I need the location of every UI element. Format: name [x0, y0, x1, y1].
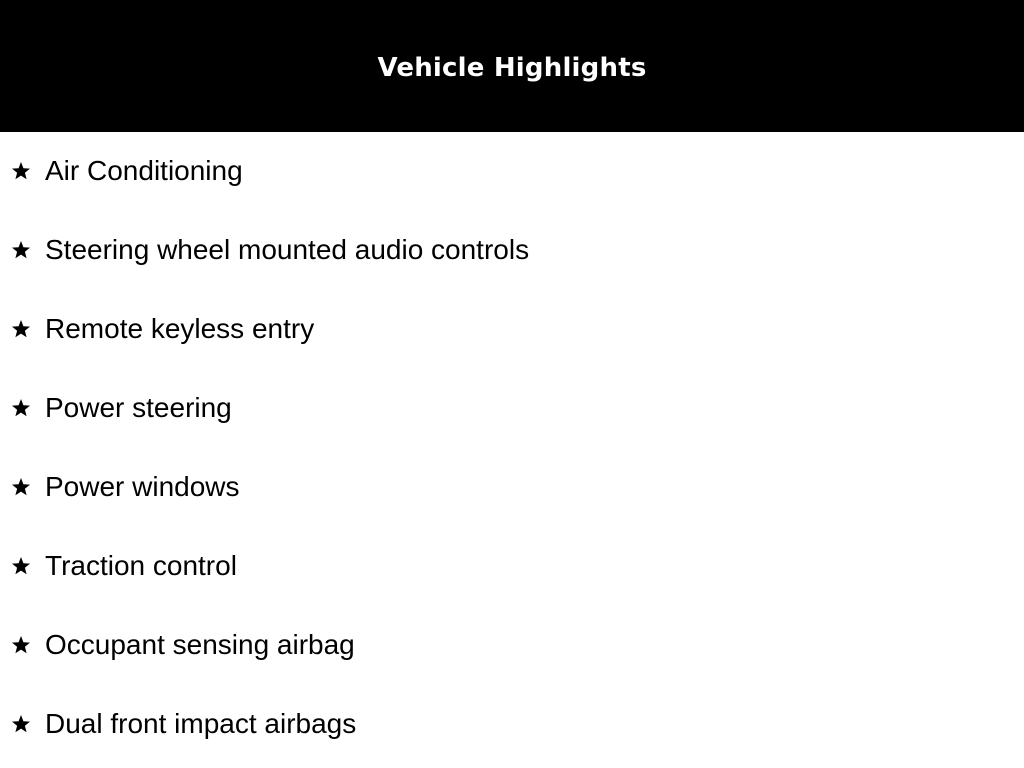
feature-label: Occupant sensing airbag	[45, 629, 355, 660]
page-title: Vehicle Highlights	[377, 53, 647, 83]
page-header	[0, 0, 1024, 132]
feature-label: Power steering	[45, 392, 232, 423]
star-icon	[11, 398, 31, 418]
feature-label: Air Conditioning	[45, 155, 243, 186]
star-icon	[11, 714, 31, 734]
feature-label: Power windows	[45, 471, 240, 502]
star-icon	[11, 556, 31, 576]
star-icon	[11, 319, 31, 339]
feature-label: Traction control	[45, 550, 237, 581]
feature-label: Dual front impact airbags	[45, 708, 357, 739]
star-icon	[11, 635, 31, 655]
star-icon	[11, 477, 31, 497]
feature-label: Steering wheel mounted audio controls	[45, 234, 530, 265]
feature-label: Remote keyless entry	[45, 313, 315, 344]
star-icon	[11, 161, 31, 181]
star-icon	[11, 240, 31, 260]
